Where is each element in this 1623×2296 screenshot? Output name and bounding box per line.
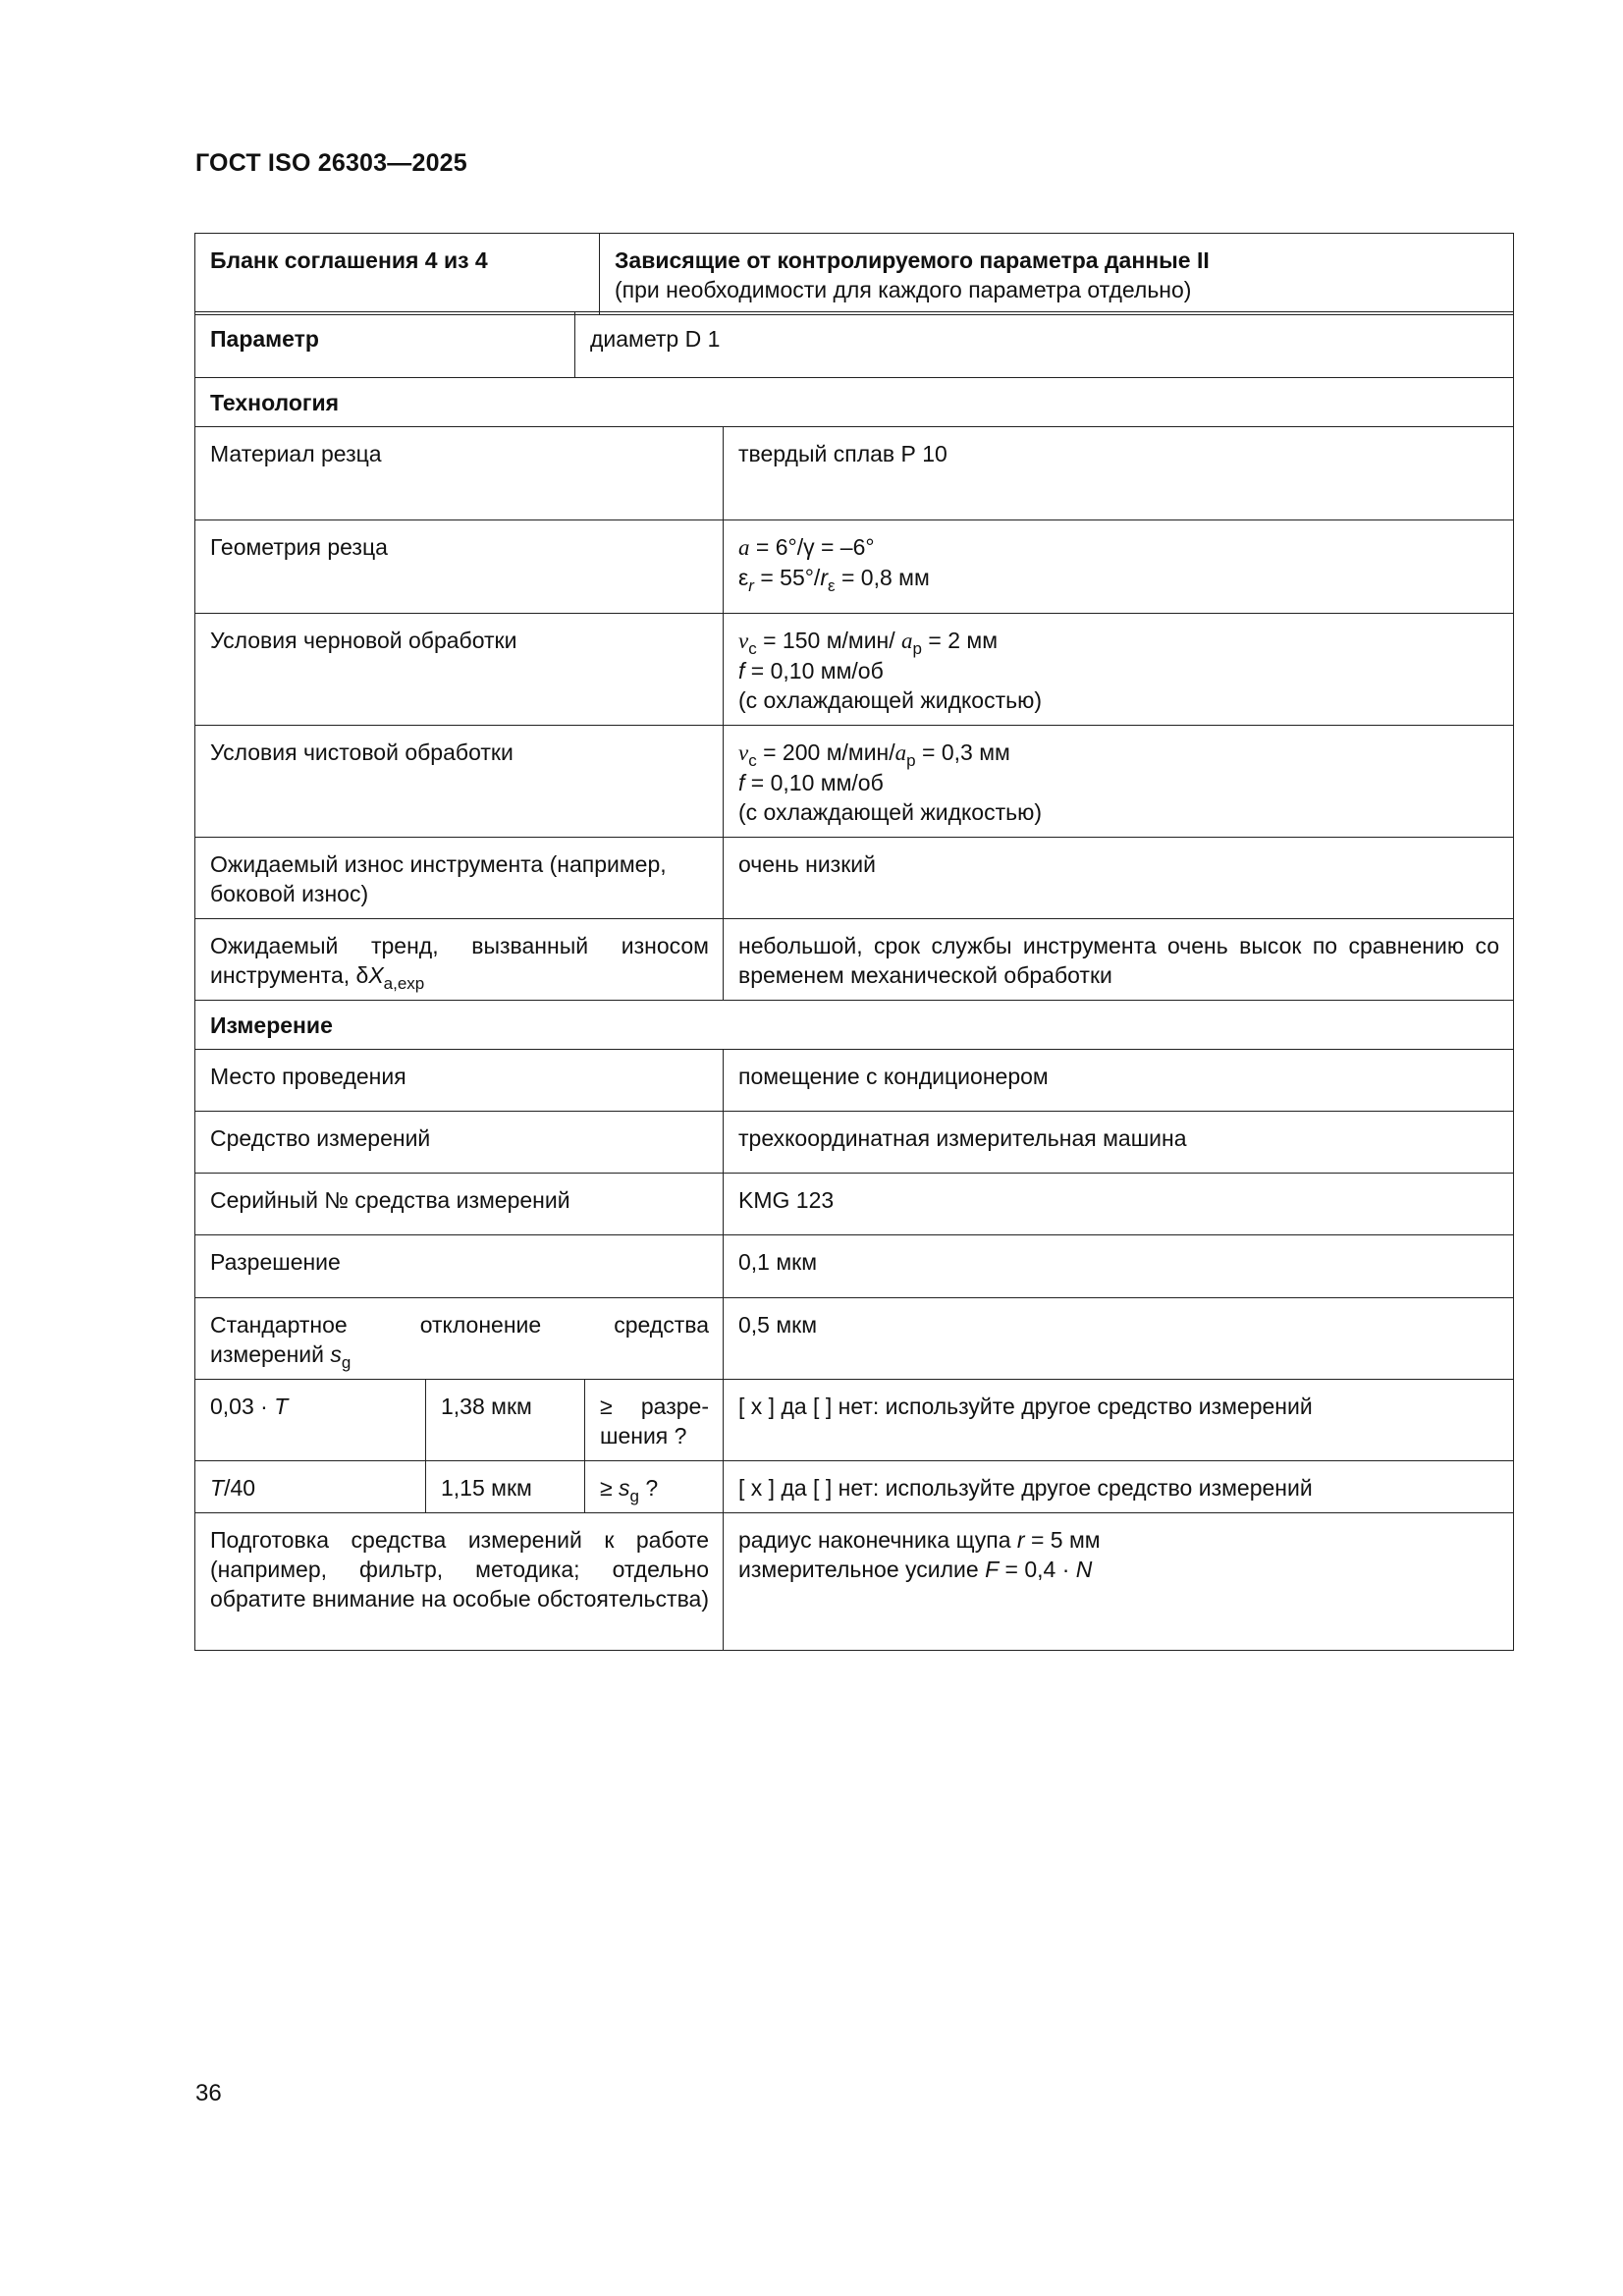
resolution-value: 0,1 мкм <box>724 1235 1514 1298</box>
material-value: твердый сплав Р 10 <box>724 427 1514 520</box>
parameter-value: диаметр D 1 <box>575 312 1514 378</box>
form-header-table <box>194 233 1514 315</box>
geometry-label: Геометрия резца <box>195 520 724 614</box>
material-label: Материал резца <box>195 427 724 520</box>
check-answer-2: [ x ] да [ ] нет: используйте другое средство измерений <box>724 1461 1514 1513</box>
place-value: помещение с кондиционером <box>724 1050 1514 1112</box>
finish-value: $v_c = 200$ $м/мин/a_p = 0,3$ мм f = 0,10 мм/об (с охлаждающей жидкостью) <box>724 726 1514 838</box>
form-subtitle: (при необходимости для каждого параметра отдельно) <box>615 277 1192 302</box>
device-value: трехкоординатная измерительная машина <box>724 1112 1514 1174</box>
check-condition-1: ≥ разре- шения ? <box>585 1380 724 1461</box>
place-label: Место проведения <box>195 1050 724 1112</box>
device-label: Средство измерений <box>195 1112 724 1174</box>
data-table <box>194 377 1514 1651</box>
stddev-label: Стандартное отклонение средства измерений $s_g$ <box>195 1298 724 1380</box>
check-formula-2: T/40 <box>195 1461 426 1513</box>
prep-value: радиус наконечника щупа r = 5 мм измерительное усилие F = 0,4 · N <box>724 1513 1514 1651</box>
prep-label: Подготовка средства измерений к работе (например, фильтр, методика; отдельно обратите внимание на особые обстоятельства) <box>195 1513 724 1651</box>
check-condition-2: ≥ $s_g$ ? <box>585 1461 724 1513</box>
form-title: Зависящие от контролируемого параметра данные II <box>615 247 1210 273</box>
trend-label: Ожидаемый тренд, вызванный износом инструмента, $\delta X_{a,exp}$ <box>195 919 724 1001</box>
serial-value: KMG 123 <box>724 1174 1514 1235</box>
form-title-cell <box>600 234 1514 315</box>
geometry-value: a = 6°/γ = –6° $\varepsilon_r = 55^\circ/r_\varepsilon = 0,8$ мм <box>724 520 1514 614</box>
wear-value: очень низкий <box>724 838 1514 919</box>
check-value-2: 1,15 мкм <box>426 1461 585 1513</box>
rough-label: Условия черновой обработки <box>195 614 724 726</box>
finish-label: Условия чистовой обработки <box>195 726 724 838</box>
check-answer-1: [ x ] да [ ] нет: используйте другое средство измерений <box>724 1380 1514 1461</box>
wear-label: Ожидаемый износ инструмента (например, боковой износ) <box>195 838 724 919</box>
check-formula-1: 0,03 · T <box>195 1380 426 1461</box>
page-number: 36 <box>195 2080 222 2106</box>
technology-heading: Технология <box>195 378 1514 427</box>
trend-value: небольшой, срок службы инструмента очень высок по сравнению со временем механической обработки <box>724 919 1514 1001</box>
measurement-heading: Измерение <box>195 1001 1514 1050</box>
stddev-value: 0,5 мкм <box>724 1298 1514 1380</box>
serial-label: Серийный № средства измерений <box>195 1174 724 1235</box>
rough-value: $v_c = 150$ м/мин/ $a_p = 2$ мм f = 0,10 мм/об (с охлаждающей жидкостью) <box>724 614 1514 726</box>
check-value-1: 1,38 мкм <box>426 1380 585 1461</box>
parameter-label: Параметр <box>195 312 575 378</box>
parameter-table <box>194 311 1514 378</box>
form-label: Бланк соглашения 4 из 4 <box>195 234 600 315</box>
resolution-label: Разрешение <box>195 1235 724 1298</box>
document-header: ГОСТ ISO 26303—2025 <box>195 149 467 177</box>
